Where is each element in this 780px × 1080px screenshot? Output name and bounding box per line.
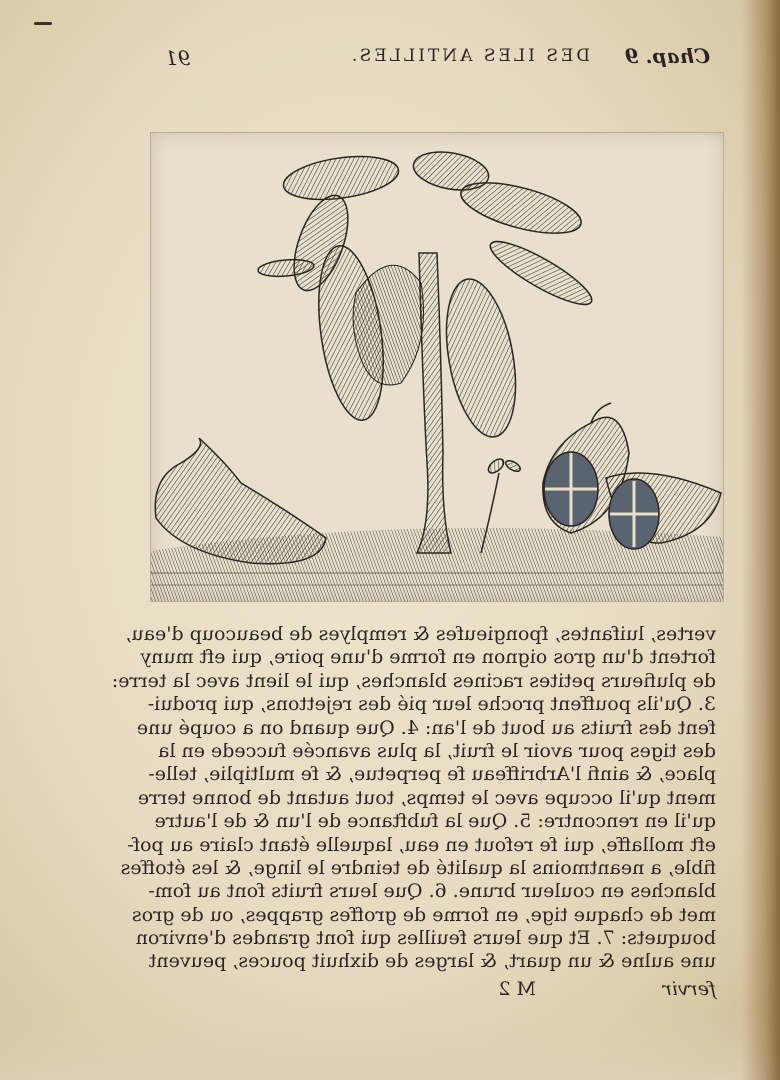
text-line: fible, a neantmoins la qualité de teindre le linge, & les étoffes: [120, 856, 716, 879]
tree-engraving-illustration: [151, 133, 723, 601]
text-line: fent des fruits au bout de l'an: 4. Que quand on a coupé une: [136, 716, 716, 739]
halved-fruits-right: [543, 403, 721, 549]
text-line: qu'il en rencontre: 5. Que la fubftance de l'un & de l'autre: [154, 810, 716, 833]
page-number: 91: [165, 46, 191, 70]
text-line: bouquets: 7. Et que leurs feuilles qui font grandes d'environ: [135, 927, 716, 950]
running-title: DES ILES ANTILLES.: [348, 46, 590, 66]
text-line: une aulne & un quart, & larges de dixhuit pouces, peuvent: [148, 950, 716, 973]
text-line: des tiges pour avoir le fruit, la plus avancée fuccede en la: [158, 739, 716, 762]
text-line: place, & ainfi l'Arbriffeau fe perpetue, & fe multiplie, telle-: [148, 763, 716, 786]
text-line: blanches en couleur brune. 6. Que leurs fruits font au fom-: [148, 880, 716, 903]
catchword: fervir: [662, 978, 716, 1000]
peeled-fruit-left: [155, 438, 326, 564]
chapter-label: Chap. 9: [624, 44, 710, 68]
page-header: [165, 44, 710, 84]
ink-mark: [34, 22, 52, 25]
signature-mark: M 2: [498, 978, 536, 1000]
text-line: ment qu'il occupe avec le temps, tout autant de bonne terre: [137, 786, 716, 809]
text-line: fortent d'un gros oignon en forme d'une poire, qui eft muny: [140, 646, 716, 669]
text-line: 3. Qu'ils pouffent proche leur pié des rejettons, qui produi-: [147, 693, 716, 716]
text-line: eft mollaffe, qui fe refout en eau, laquelle étant claire au pof-: [127, 833, 716, 856]
text-line: vertes, luifantes, fpongieufes & remplyes de beaucoup d'eau,: [125, 623, 716, 645]
page-edge-shade: [742, 0, 780, 1080]
page-footer: [176, 978, 716, 1004]
text-line: de plufieurs petites racines blanches, qui le lient avec la terre:: [111, 669, 716, 692]
page-bottom-shade: [0, 1010, 780, 1080]
text-line: met de chaque tige, en forme de groffes grappes, ou de gros: [131, 903, 716, 926]
body-text: [111, 623, 716, 974]
engraving-plate: [150, 132, 724, 602]
